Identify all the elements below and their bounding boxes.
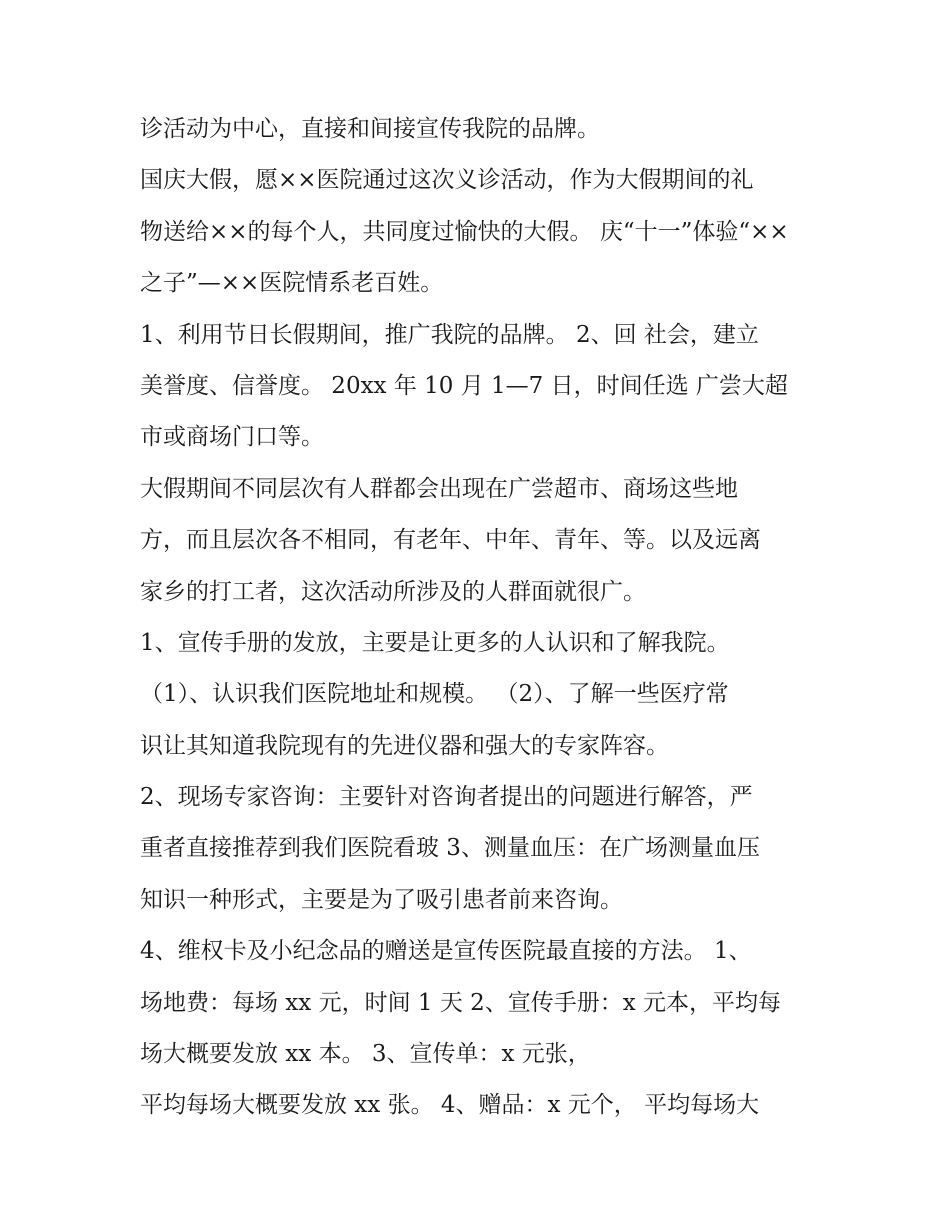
text-line-4: 之子”—××医院情系老百姓。 [140,270,444,297]
text-line-9: 方，而且层次各不相同，有老年、中年、青年、等。以及远离 [140,527,761,554]
text-line-7: 市或商场门口等。 [140,424,324,451]
text-line-3: 物送给××的每个人，共同度过愉快的大假。 庆“十一”体验“×× [140,218,789,245]
text-line-16: 知识一种形式，主要是为了吸引患者前来咨询。 [140,886,623,913]
text-line-14: 2、现场专家咨询：主要针对咨询者提出的问题进行解答，严 [140,784,753,811]
text-line-2: 国庆大假，愿××医院通过这次义诊活动，作为大假期间的礼 [140,167,754,194]
text-line-13: 识让其知道我院现有的先进仪器和强大的专家阵容。 [140,732,669,759]
text-line-20: 平均每场大概要发放 xx 张。 4、赠品：x 元个， 平均每场大 [140,1092,760,1119]
text-line-5: 1、利用节日长假期间，推广我院的品牌。 2、回 社会，建立 [140,321,759,348]
text-line-15: 重者直接推荐到我们医院看玻 3、测量血压：在广场测量血压 [140,835,760,862]
text-line-17: 4、维权卡及小纪念品的赠送是宣传医院最直接的方法。 1、 [140,938,752,965]
text-line-19: 场大概要发放 xx 本。 3、宣传单：x 元张， [140,1041,591,1068]
text-line-6: 美誉度、信誉度。 20xx 年 10 月 1—7 日，时间任选 广尝大超 [140,372,788,399]
text-line-11: 1、宣传手册的发放，主要是让更多的人认识和了解我院。 [140,629,730,656]
text-line-1: 诊活动为中心，直接和间接宣传我院的品牌。 [140,116,600,142]
text-line-8: 大假期间不同层次有人群都会出现在广尝超市、商场这些地 [140,475,738,502]
document-body [140,104,830,1132]
text-line-18: 场地费：每场 xx 元，时间 1 天 2、宣传手册：x 元本，平均每 [140,989,782,1016]
text-line-12: （1）、认识我们医院地址和规模。 （2）、了解一些医疗常 [140,681,729,708]
text-line-10: 家乡的打工者，这次活动所涉及的人群面就很广。 [140,578,646,605]
